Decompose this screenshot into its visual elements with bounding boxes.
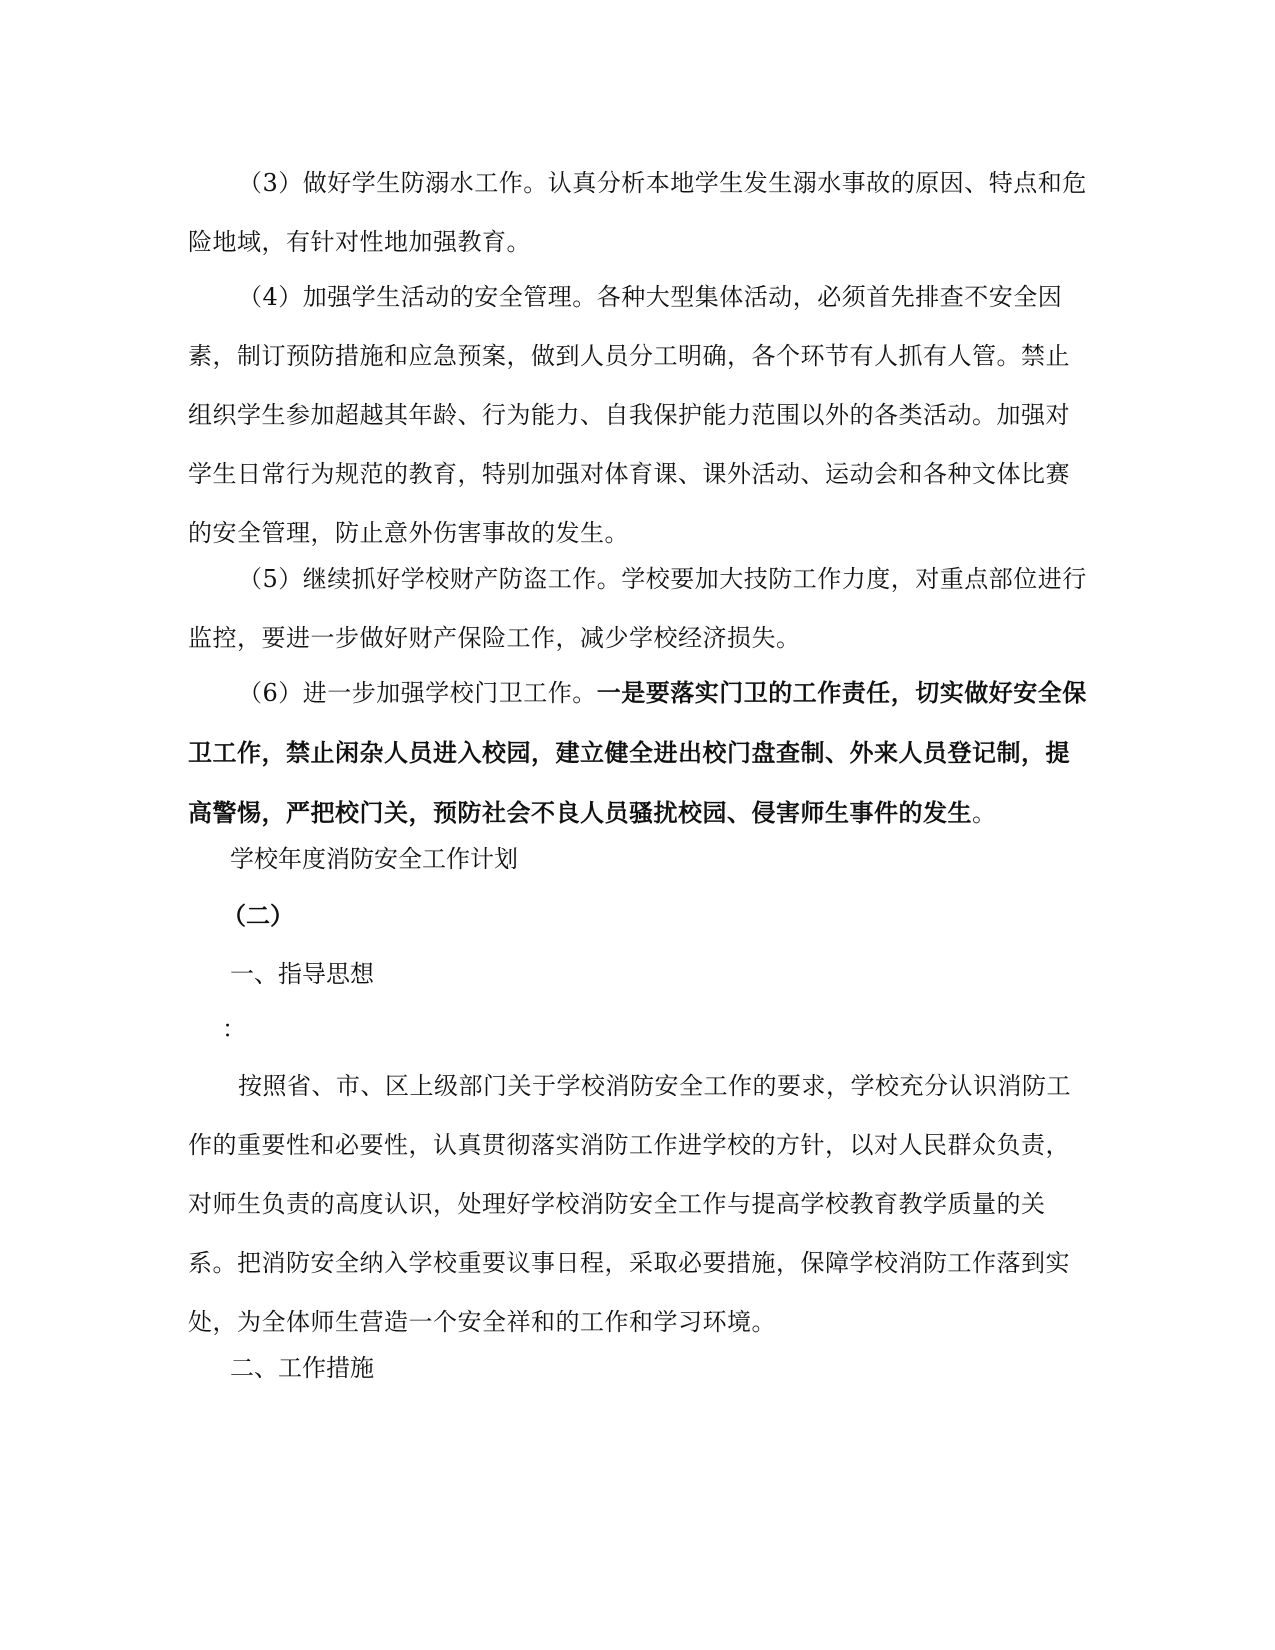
gate-security-end: 。 (972, 799, 997, 827)
gate-security-lead: （6）进一步加强学校门卫工作。 (238, 679, 597, 707)
part-label: （二） (222, 901, 294, 930)
paragraph-guiding-thought: 按照省、市、区上级部门关于学校消防安全工作的要求，学校充分认识消防工作的重要性和必要性，认真贯彻落实消防工作进学校的方针，以对人民群众负责，对师生负责的高度认识，处理好学校消防安全工作与提高学校教育教学质量的关系。把消防安全纳入学校重要议事日程，采取必要措施，保障学校消防工作落到实处，为全体师生营造一个安全祥和的工作和学习环境。 (188, 1072, 1071, 1336)
heading-colon: ： (222, 1015, 246, 1043)
paragraph-drowning-prevention: （3）做好学生防溺水工作。认真分析本地学生发生溺水事故的原因、特点和危险地域，有针对性地加强教育。 (188, 169, 1087, 256)
plan-title: 学校年度消防安全工作计划 (230, 845, 518, 873)
heading-guiding-thought: 一、指导思想 (230, 960, 374, 988)
paragraph-gate-security (188, 663, 1088, 843)
heading-work-measures: 二、工作措施 (230, 1354, 374, 1382)
paragraph-property-theft: （5）继续抓好学校财产防盗工作。学校要加大技防工作力度，对重点部位进行监控，要进一步做好财产保险工作，减少学校经济损失。 (188, 565, 1087, 652)
paragraph-activity-safety: （4）加强学生活动的安全管理。各种大型集体活动，必须首先排查不安全因素，制订预防措施和应急预案，做到人员分工明确，各个环节有人抓有人管。禁止组织学生参加超越其年龄、行为能力、自我保护能力范围以外的各类活动。加强对学生日常行为规范的教育，特别加强对体育课、课外活动、运动会和各种文体比赛的安全管理，防止意外伤害事故的发生。 (188, 283, 1070, 547)
gate-security-bold: 一是要落实门卫的工作责任，切实做好安全保卫工作，禁止闲杂人员进入校园，建立健全进出校门盘查制、外来人员登记制，提高警惕，严把校门关，预防社会不良人员骚扰校园、侵害师生事件的发生 (188, 678, 1087, 827)
